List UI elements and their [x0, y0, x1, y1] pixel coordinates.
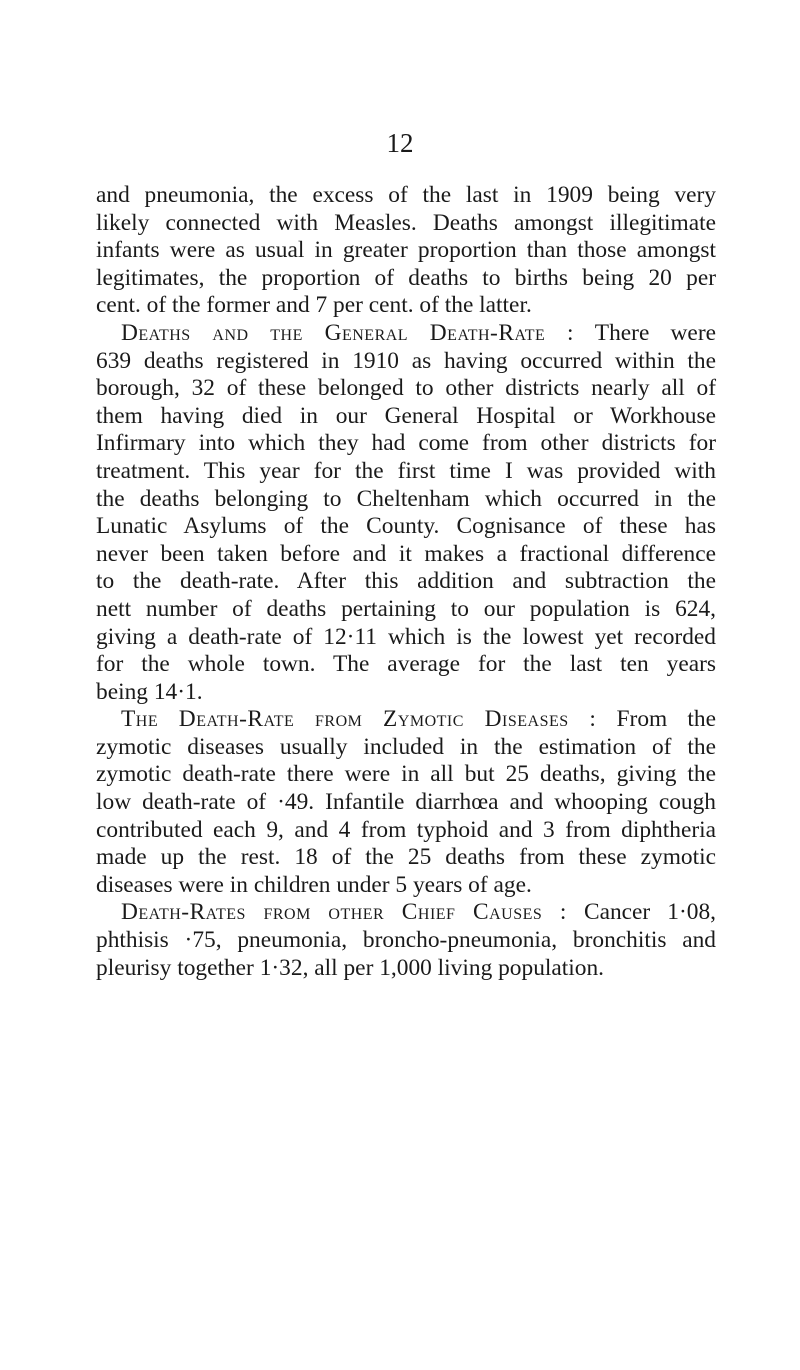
- text-line: for the whole town. The average for the last ten years: [96, 651, 716, 678]
- paragraph-intro: [96, 182, 716, 320]
- text-line: [96, 706, 716, 734]
- paragraph-general-death-rate: [96, 320, 716, 706]
- text-line: and pneumonia, the excess of the last in 1909 being very: [96, 182, 716, 208]
- text-line: to the death-rate. After this addition and subtraction the: [96, 568, 716, 595]
- text-line: giving a death-rate of 12·11 which is the lowest yet recorded: [96, 623, 716, 650]
- text-line: zymotic diseases usually included in the estimation of the: [96, 733, 716, 760]
- section-heading: Deaths and the General Death-Rate :: [121, 319, 574, 346]
- page-number: 12: [386, 128, 414, 158]
- text-line: likely connected with Measles. Deaths amongst illegitimate: [96, 209, 716, 236]
- text-line: zymotic death-rate there were in all but 25 deaths, giving the: [96, 761, 716, 788]
- text-line: never been taken before and it makes a fractional difference: [96, 540, 716, 567]
- text-line: infants were as usual in greater proportion than those amongst: [96, 237, 716, 264]
- text-line: legitimates, the proportion of deaths to births being 20 per: [96, 264, 716, 291]
- text-line: treatment. This year for the first time I was provided with: [96, 457, 716, 484]
- section-heading: The Death-Rate from Zymotic Diseases :: [121, 706, 597, 733]
- text-line: phthisis ·75, pneumonia, broncho-pneumonia, bronchitis and: [96, 927, 716, 954]
- text-fragment: There were: [574, 319, 716, 346]
- text-line: the deaths belonging to Cheltenham which occurred in the: [96, 485, 716, 512]
- body-text: [96, 182, 716, 982]
- paragraph-other-causes: [96, 899, 716, 982]
- text-line: Infirmary into which they had come from other districts for: [96, 430, 716, 457]
- text-line: [96, 899, 716, 927]
- paragraph-zymotic: [96, 706, 716, 899]
- text-line: pleurisy together 1·32, all per 1,000 living population.: [96, 954, 605, 981]
- text-line: diseases were in children under 5 years of age.: [96, 871, 532, 898]
- text-line: cent. of the former and 7 per cent. of the latter.: [96, 292, 532, 319]
- text-line: nett number of deaths pertaining to our population is 624,: [96, 595, 716, 622]
- text-line: borough, 32 of these belonged to other districts nearly all of: [96, 375, 716, 402]
- text-fragment: From the: [596, 706, 716, 733]
- section-heading: Death-Rates from other Chief Causes :: [121, 899, 567, 926]
- text-line: them having died in our General Hospital or Workhouse: [96, 402, 716, 429]
- text-line: made up the rest. 18 of the 25 deaths from these zymotic: [96, 844, 716, 871]
- text-fragment: Cancer 1·08,: [566, 899, 716, 926]
- text-line: Lunatic Asylums of the County. Cognisance of these has: [96, 513, 716, 540]
- text-line: 639 deaths registered in 1910 as having occurred within the: [96, 347, 716, 374]
- text-line: low death-rate of ·49. Infantile diarrhœa and whooping cough: [96, 789, 716, 816]
- text-line: contributed each 9, and 4 from typhoid and 3 from diphtheria: [96, 816, 716, 843]
- text-line: being 14·1.: [96, 678, 203, 705]
- text-line: [96, 320, 716, 348]
